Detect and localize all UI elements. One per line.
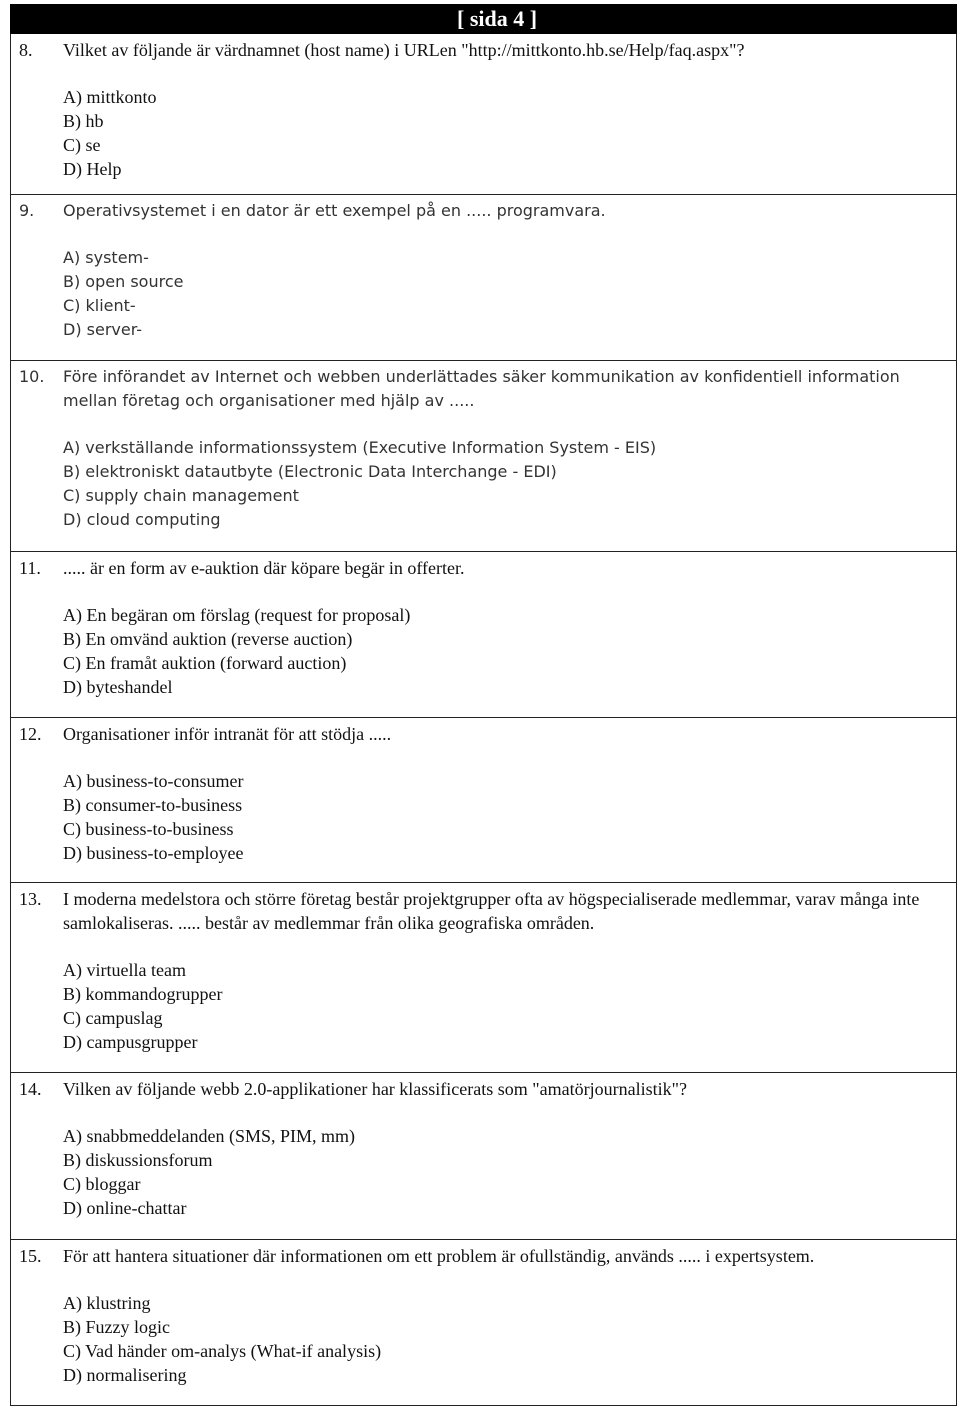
option-b: B) elektroniskt datautbyte (Electronic Data Interchange - EDI) [63, 462, 557, 481]
option-d: D) business-to-employee [63, 843, 244, 863]
question-number: 14. [19, 1079, 42, 1099]
option-a: A) business-to-consumer [63, 771, 244, 791]
option-c: C) business-to-business [63, 819, 234, 839]
option-c: C) se [63, 135, 101, 155]
option-d: D) byteshandel [63, 677, 173, 697]
option-a: A) virtuella team [63, 960, 186, 980]
question-number: 10. [19, 367, 45, 386]
question-14 [11, 1072, 956, 1239]
option-d: D) Help [63, 159, 122, 179]
question-number: 8. [19, 40, 33, 60]
option-c: C) bloggar [63, 1174, 141, 1194]
question-15 [11, 1239, 956, 1405]
question-text: ..... är en form av e-auktion där köpare begär in offerter. [63, 558, 465, 578]
question-8 [11, 34, 956, 194]
page-number-label: [ sida 4 ] [457, 6, 538, 31]
option-a: A) En begäran om förslag (request for proposal) [63, 605, 411, 625]
option-a: A) mittkonto [63, 87, 157, 107]
option-a: A) klustring [63, 1293, 151, 1313]
option-c: C) klient- [63, 296, 136, 315]
question-number: 15. [19, 1246, 42, 1266]
option-d: D) cloud computing [63, 510, 221, 529]
question-text: Organisationer inför intranät för att stödja ..... [63, 724, 392, 744]
question-text: Operativsystemet i en dator är ett exempel på en ..... programvara. [63, 201, 606, 220]
option-c: C) campuslag [63, 1008, 163, 1028]
question-text: Vilket av följande är värdnamnet (host name) i URLen "http://mittkonto.hb.se/Help/faq.aspx"? [63, 40, 745, 60]
option-c: C) En framåt auktion (forward auction) [63, 653, 347, 673]
option-c: C) supply chain management [63, 486, 299, 505]
option-a: A) verkställande informationssystem (Executive Information System - EIS) [63, 438, 657, 457]
option-d: D) campusgrupper [63, 1032, 198, 1052]
question-number: 12. [19, 724, 42, 744]
option-b: B) diskussionsforum [63, 1150, 213, 1170]
option-d: D) online-chattar [63, 1198, 187, 1218]
question-number: 9. [19, 201, 35, 220]
question-13 [11, 882, 956, 1072]
question-text: För att hantera situationer där informationen om ett problem är ofullständig, används ..... i expertsystem. [63, 1246, 815, 1266]
question-number: 11. [19, 558, 41, 578]
option-b: B) open source [63, 272, 184, 291]
option-b: B) hb [63, 111, 104, 131]
question-12 [11, 717, 956, 882]
question-text: Före införandet av Internet och webben underlättades säker kommunikation av konfidentiell information mellan företag och organisationer med hjälp av ..... [63, 367, 900, 410]
question-10 [11, 360, 956, 551]
page-header [10, 4, 957, 34]
question-9 [11, 194, 956, 360]
option-b: B) kommandogrupper [63, 984, 223, 1004]
option-d: D) server- [63, 320, 143, 339]
option-a: A) system- [63, 248, 149, 267]
question-text: I moderna medelstora och större företag består projektgrupper ofta av högspecialiserade medlemmar, varav många inte samlokaliseras. ..... består av medlemmar från olika geografiska områden. [63, 889, 920, 933]
question-number: 13. [19, 889, 42, 909]
option-b: B) Fuzzy logic [63, 1317, 170, 1337]
option-d: D) normalisering [63, 1365, 187, 1385]
question-text: Vilken av följande webb 2.0-applikationer har klassificerats som "amatörjournalistik"? [63, 1079, 687, 1099]
question-11 [11, 551, 956, 717]
option-b: B) consumer-to-business [63, 795, 243, 815]
option-a: A) snabbmeddelanden (SMS, PIM, mm) [63, 1126, 355, 1146]
question-table [10, 34, 957, 1406]
option-c: C) Vad händer om-analys (What-if analysis) [63, 1341, 382, 1361]
option-b: B) En omvänd auktion (reverse auction) [63, 629, 353, 649]
